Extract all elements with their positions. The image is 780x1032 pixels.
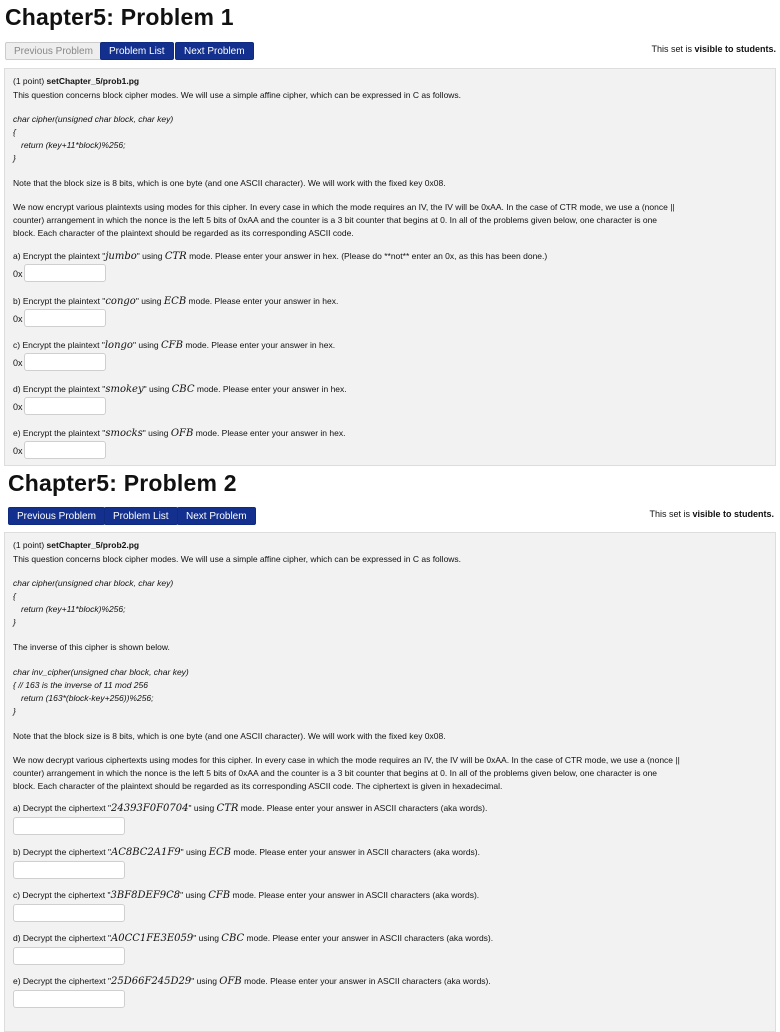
question-text: c) Decrypt the ciphertext "3BF8DEF9C8" using CFB mode. Please enter your answer in ASCII characters (aka words). xyxy=(13,890,480,901)
code-line: { xyxy=(13,127,16,137)
question-text: e) Encrypt the plaintext "smocks" using OFB mode. Please enter your answer in hex. xyxy=(13,428,346,439)
problem-list-button[interactable]: Problem List xyxy=(104,507,178,525)
problem-header: (1 point) setChapter_5/prob1.pg xyxy=(13,76,140,86)
page-title: Chapter5: Problem 2 xyxy=(8,470,237,496)
problem-list-button[interactable]: Problem List xyxy=(100,42,174,60)
code-line: return (key+11*block)%256; xyxy=(21,604,126,614)
code-line: char inv_cipher(unsigned char block, char key) xyxy=(13,667,189,677)
inverse-text: The inverse of this cipher is shown below. xyxy=(13,642,170,652)
answer-input-b[interactable] xyxy=(13,861,125,879)
question-text: b) Encrypt the plaintext "congo" using ECB mode. Please enter your answer in hex. xyxy=(13,296,339,307)
note-text: Note that the block size is 8 bits, which is one byte (and one ASCII character). We will work with the fixed key 0x08. xyxy=(13,731,446,741)
note-text: Note that the block size is 8 bits, which is one byte (and one ASCII character). We will work with the fixed key 0x08. xyxy=(13,178,446,188)
para-line: We now decrypt various ciphertexts using modes for this cipher. In every case in which the mode requires an IV, the IV will be 0xAA. In the case of CTR mode, we use a (nonce || xyxy=(13,755,680,765)
question-text: e) Decrypt the ciphertext "25D66F245D29" using OFB mode. Please enter your answer in ASCII characters (aka words). xyxy=(13,976,491,987)
answer-input-d[interactable] xyxy=(24,397,106,415)
intro-text: This question concerns block cipher modes. We will use a simple affine cipher, which can be expressed in C as follows. xyxy=(13,90,462,100)
page-title: Chapter5: Problem 1 xyxy=(5,4,234,30)
question-text: b) Decrypt the ciphertext "AC8BC2A1F9" using ECB mode. Please enter your answer in ASCII characters (aka words). xyxy=(13,847,481,858)
previous-problem-button[interactable]: Previous Problem xyxy=(8,507,105,525)
answer-input-e[interactable] xyxy=(24,441,106,459)
code-line: } xyxy=(13,153,16,163)
answer-input-a[interactable] xyxy=(13,817,125,835)
answer-input-c[interactable] xyxy=(13,904,125,922)
question-text: d) Decrypt the ciphertext "A0CC1FE3E059" using CBC mode. Please enter your answer in ASCII characters (aka words). xyxy=(13,933,494,944)
hex-prefix: 0x xyxy=(13,446,23,456)
code-line: { // 163 is the inverse of 11 mod 256 xyxy=(13,680,148,690)
answer-input-b[interactable] xyxy=(24,309,106,327)
problem-2-section xyxy=(0,466,780,1024)
code-line: { xyxy=(13,591,16,601)
para-line: block. Each character of the plaintext should be regarded as its corresponding ASCII code. xyxy=(13,228,354,238)
question-text: a) Encrypt the plaintext "jumbo" using CTR mode. Please enter your answer in hex. (Please do **not** enter an 0x, as this has been done.) xyxy=(13,251,548,262)
code-line: char cipher(unsigned char block, char key) xyxy=(13,114,174,124)
intro-text: This question concerns block cipher modes. We will use a simple affine cipher, which can be expressed in C as follows. xyxy=(13,554,462,564)
answer-input-c[interactable] xyxy=(24,353,106,371)
hex-prefix: 0x xyxy=(13,269,23,279)
next-problem-button[interactable]: Next Problem xyxy=(175,42,254,60)
code-line: } xyxy=(13,706,16,716)
problem-1-section xyxy=(0,0,780,466)
answer-input-a[interactable] xyxy=(24,264,106,282)
visibility-note: This set is visible to students. xyxy=(651,44,776,54)
problem-header: (1 point) setChapter_5/prob2.pg xyxy=(13,540,140,550)
code-line: } xyxy=(13,617,16,627)
visibility-note: This set is visible to students. xyxy=(649,509,774,519)
previous-problem-button[interactable]: Previous Problem xyxy=(5,42,102,60)
answer-input-d[interactable] xyxy=(13,947,125,965)
question-text: c) Encrypt the plaintext "longo" using CFB mode. Please enter your answer in hex. xyxy=(13,340,336,351)
problem-panel xyxy=(4,68,776,466)
question-text: d) Encrypt the plaintext "smokey" using CBC mode. Please enter your answer in hex. xyxy=(13,384,347,395)
problem-panel xyxy=(4,532,776,1032)
para-line: counter) arrangement in which the nonce is the left 5 bits of 0xAA and the counter is a 3 bit counter that begins at 0. In all of the problems given below, one character is one xyxy=(13,768,658,778)
code-line: return (key+11*block)%256; xyxy=(21,140,126,150)
code-line: char cipher(unsigned char block, char key) xyxy=(13,578,174,588)
hex-prefix: 0x xyxy=(13,402,23,412)
hex-prefix: 0x xyxy=(13,314,23,324)
hex-prefix: 0x xyxy=(13,358,23,368)
answer-input-e[interactable] xyxy=(13,990,125,1008)
code-line: return (163*(block-key+256))%256; xyxy=(21,693,154,703)
question-text: a) Decrypt the ciphertext "24393F0F0704" using CTR mode. Please enter your answer in ASCII characters (aka words). xyxy=(13,803,488,814)
para-line: block. Each character of the plaintext should be regarded as its corresponding ASCII code. The ciphertext is given in hexadecimal. xyxy=(13,781,503,791)
para-line: counter) arrangement in which the nonce is the left 5 bits of 0xAA and the counter is a 3 bit counter that begins at 0. In all of the problems given below, one character is one xyxy=(13,215,658,225)
next-problem-button[interactable]: Next Problem xyxy=(177,507,256,525)
para-line: We now encrypt various plaintexts using modes for this cipher. In every case in which the mode requires an IV, the IV will be 0xAA. In the case of CTR mode, we use a (nonce || xyxy=(13,202,675,212)
